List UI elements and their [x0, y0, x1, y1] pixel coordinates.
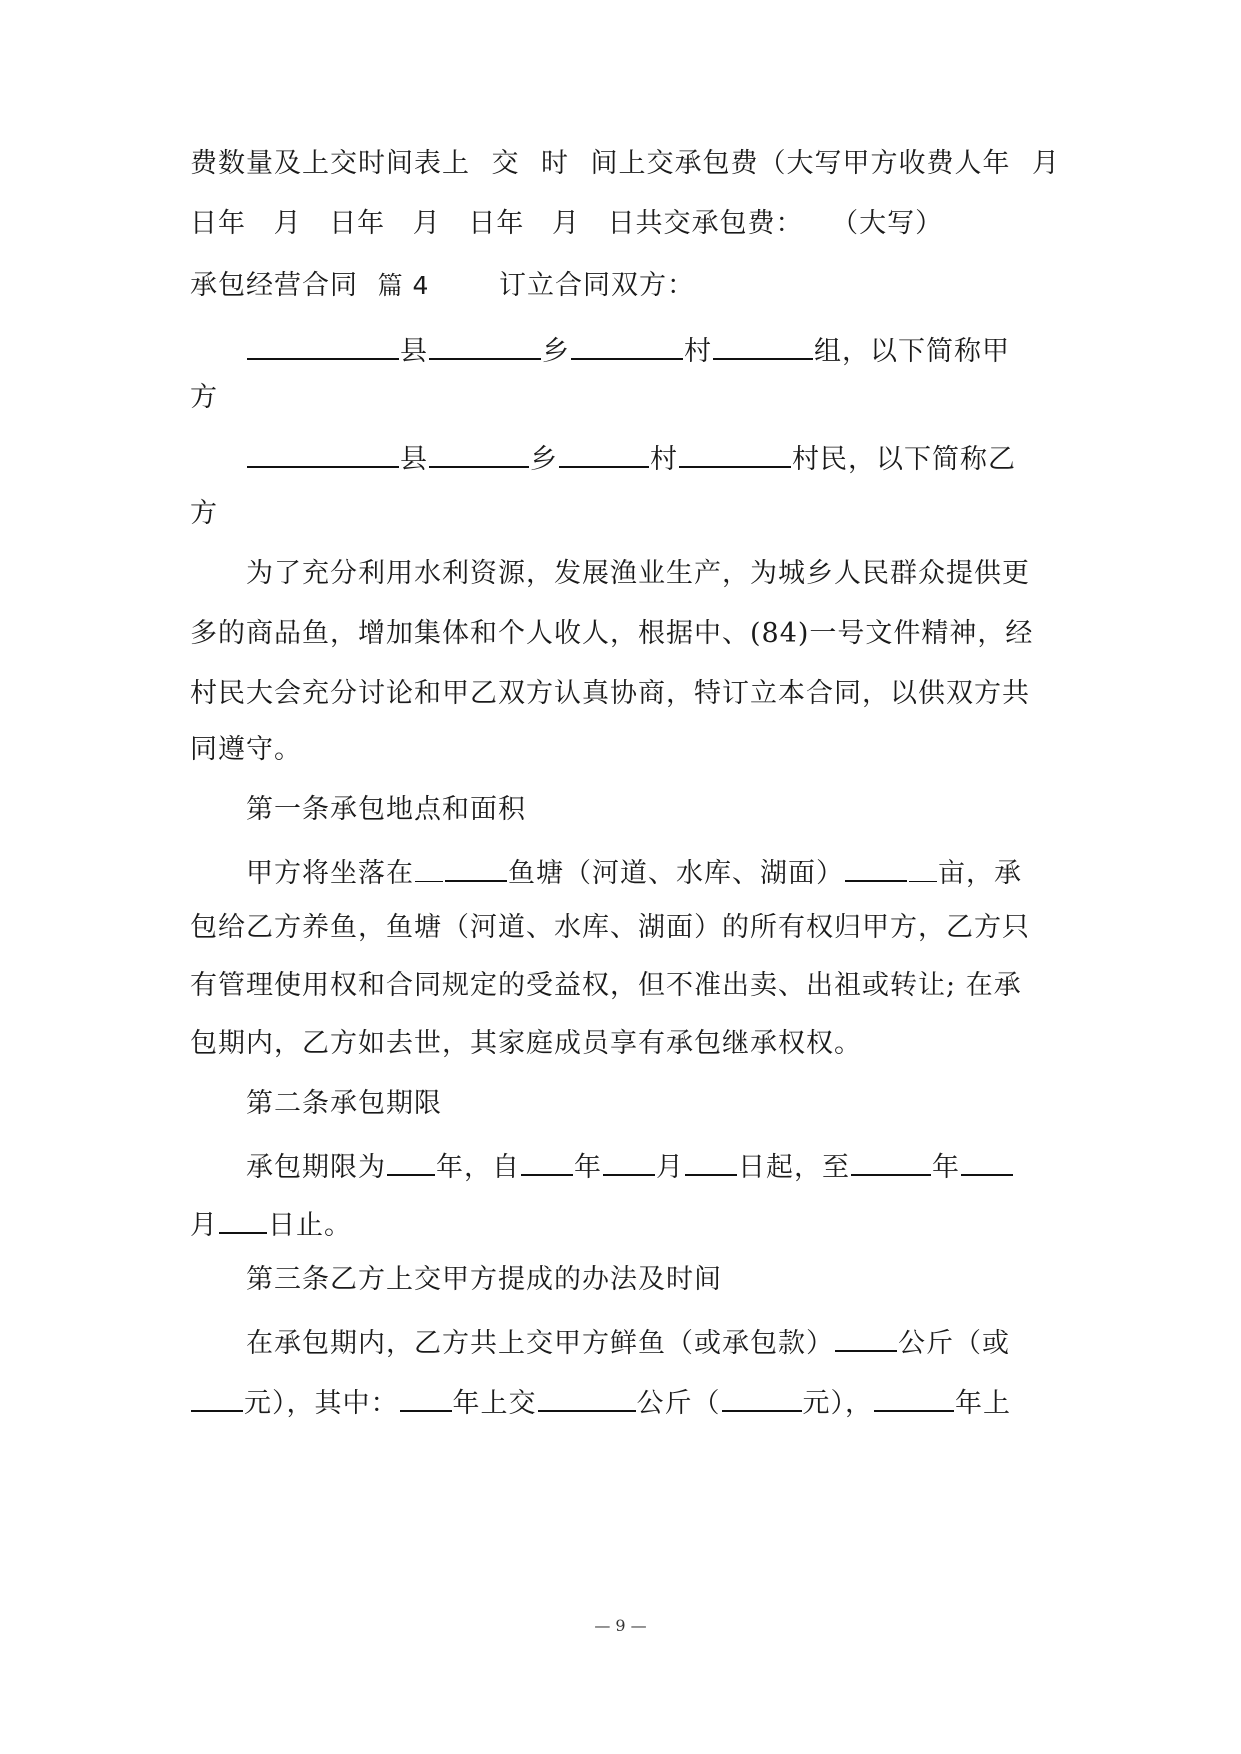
- label-county: 县: [400, 444, 428, 475]
- text-segment: 年: [574, 1152, 602, 1183]
- text-segment: 日年: [190, 208, 246, 239]
- text-segment: 年上交: [452, 1388, 537, 1419]
- section-number: 篇 4: [377, 271, 430, 300]
- text-segment: 日止。: [268, 1210, 352, 1241]
- blank-township-b[interactable]: [429, 436, 529, 468]
- blank-villager-b[interactable]: [679, 436, 791, 468]
- blank-year-2[interactable]: [874, 1380, 954, 1412]
- text-segment: 村民大会充分讨论和甲乙双方认真协商，特订立本合同，以供双方共: [190, 678, 1030, 709]
- purpose-line-1: [246, 554, 1060, 594]
- text-segment: 元），其中：: [244, 1388, 399, 1419]
- contract-heading-line: [190, 266, 1060, 306]
- purpose-line-4: [190, 730, 1060, 770]
- article-title: 第一条承包地点和面积: [246, 794, 526, 825]
- party-a-line: [246, 328, 1060, 368]
- label-township: 乡: [530, 444, 558, 475]
- text-segment: 时: [541, 148, 569, 179]
- party-b-line: [246, 436, 1060, 476]
- text-segment: 多的商品鱼，增加集体和个人收人，根据中、(84)一号文件精神，经: [190, 618, 1034, 649]
- article-3-title: [246, 1260, 1060, 1300]
- article-title: 第二条承包期限: [246, 1088, 442, 1119]
- text-segment: 鱼塘（河道、水库、湖面）: [508, 858, 844, 889]
- article-1-line-1: [246, 850, 1060, 890]
- article-3-line-2: [190, 1380, 1060, 1420]
- article-3-line-1: [246, 1320, 1060, 1360]
- blank-county-a[interactable]: [247, 328, 399, 360]
- text-segment: （大写）: [831, 208, 944, 239]
- text-segment: 年，自: [436, 1152, 520, 1183]
- text-segment: 日共交承包费：: [607, 208, 804, 239]
- label-villager: 村民，以下简称乙: [792, 444, 1016, 475]
- label-village: 村: [684, 336, 712, 367]
- label-county: 县: [400, 336, 428, 367]
- text-segment: 日年: [468, 208, 525, 239]
- text-segment: 月: [273, 208, 302, 239]
- article-2-line-2: [190, 1202, 1060, 1242]
- blank-start-year[interactable]: [521, 1144, 573, 1176]
- text-segment: 月: [656, 1152, 684, 1183]
- text-segment: 交: [491, 148, 520, 179]
- blank-end-month-a[interactable]: [961, 1144, 1013, 1176]
- text-segment: 方: [190, 382, 218, 413]
- article-2-title: [246, 1084, 1060, 1124]
- text-segment: 甲方将坐落在: [246, 858, 414, 889]
- blank-group-a[interactable]: [713, 328, 813, 360]
- blank-village-a[interactable]: [571, 328, 683, 360]
- text-segment: 包期内，乙方如去世，其家庭成员享有承包继承权权。: [190, 1028, 862, 1059]
- text-segment: 公斤（: [636, 1388, 721, 1419]
- blank-start-month[interactable]: [603, 1144, 655, 1176]
- label-township: 乡: [542, 336, 570, 367]
- parties-label: 订立合同双方：: [499, 270, 696, 301]
- blank-total-amount[interactable]: [191, 1380, 243, 1412]
- text-segment: 日年: [329, 208, 386, 239]
- text-segment: 月: [190, 1210, 218, 1241]
- blank-total-fish[interactable]: [835, 1320, 897, 1352]
- article-1-title: [246, 790, 1060, 830]
- text-segment: 方: [190, 498, 218, 529]
- blank-term-years[interactable]: [387, 1144, 435, 1176]
- text-segment: 年: [932, 1152, 960, 1183]
- text-line-1: [190, 144, 1060, 184]
- blank-year-1-fish[interactable]: [538, 1380, 636, 1412]
- article-2-line-1: [246, 1144, 1060, 1184]
- label-group: 组，以下简称甲: [814, 336, 1010, 367]
- blank-location-prefix[interactable]: [415, 851, 443, 882]
- blank-county-b[interactable]: [247, 436, 399, 468]
- text-segment: 月: [551, 208, 580, 239]
- text-segment: 有管理使用权和合同规定的受益权，但不准出卖、出祖或转让; 在承: [190, 970, 1022, 1001]
- blank-end-year[interactable]: [851, 1144, 931, 1176]
- purpose-line-3: [190, 674, 1060, 714]
- blank-end-day[interactable]: [219, 1202, 267, 1234]
- text-segment: 包给乙方养鱼，鱼塘（河道、水库、湖面）的所有权归甲方，乙方只: [190, 912, 1030, 943]
- purpose-line-2: [190, 614, 1060, 654]
- text-segment: 元），: [802, 1388, 873, 1419]
- text-line-2: [190, 204, 1060, 244]
- article-title: 第三条乙方上交甲方提成的办法及时间: [246, 1264, 722, 1295]
- text-segment: 同遵守。: [190, 734, 302, 765]
- blank-start-day[interactable]: [685, 1144, 737, 1176]
- blank-location[interactable]: [445, 850, 507, 882]
- blank-year-1[interactable]: [400, 1380, 452, 1412]
- label-village: 村: [650, 444, 678, 475]
- blank-area[interactable]: [845, 850, 907, 882]
- text-segment: 亩，承: [938, 858, 1022, 889]
- text-segment: 公斤（或: [898, 1328, 1010, 1359]
- blank-township-a[interactable]: [429, 328, 541, 360]
- page-number: — 9 —: [594, 1616, 647, 1635]
- blank-year-1-amount[interactable]: [722, 1380, 802, 1412]
- blank-area-suffix[interactable]: [909, 851, 937, 882]
- article-1-line-3: [190, 966, 1060, 1006]
- text-segment: 月: [1032, 148, 1060, 179]
- contract-title: 承包经营合同: [190, 270, 358, 301]
- text-segment: 为了充分利用水利资源，发展渔业生产，为城乡人民群众提供更: [246, 558, 1030, 589]
- text-segment: 费数量及上交时间表上: [190, 148, 470, 179]
- party-a-tail: [190, 378, 1060, 418]
- text-segment: 承包期限为: [246, 1152, 386, 1183]
- blank-village-b[interactable]: [559, 436, 649, 468]
- text-segment: 月: [412, 208, 441, 239]
- party-b-tail: [190, 494, 1060, 534]
- text-segment: 日起，至: [738, 1152, 850, 1183]
- text-segment: 年上: [955, 1388, 1011, 1419]
- text-segment: 在承包期内，乙方共上交甲方鲜鱼（或承包款）: [246, 1328, 834, 1359]
- article-1-line-4: [190, 1024, 1060, 1064]
- article-1-line-2: [190, 908, 1060, 948]
- text-segment: 间上交承包费（大写甲方收费人年: [590, 148, 1011, 179]
